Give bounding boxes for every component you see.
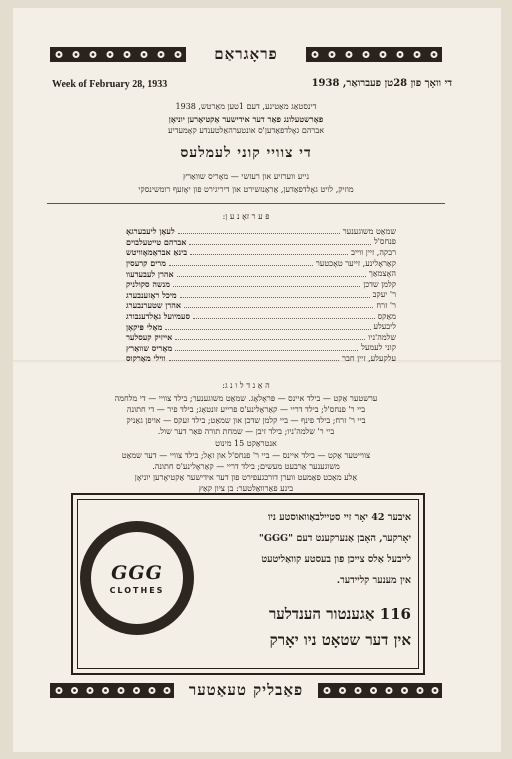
cast-actor: מיכל ראָזענבערג xyxy=(126,289,177,300)
cast-actor: אייזיק קעסלער xyxy=(126,332,173,343)
leader-dots xyxy=(189,239,371,245)
cast-row xyxy=(126,226,396,237)
cast-role: שלמה'ניו xyxy=(368,332,396,342)
week-english: Week of February 28, 1933 xyxy=(52,79,168,90)
intro-line-2: פאָרשטעלונג פאַר דער אידישער אַקטיאָרען יוניאָן xyxy=(168,114,324,124)
left-ornament-icon xyxy=(50,683,174,698)
ad-text-line: איבער 42 יאָר זיי סטיילבאַוואוסטע ניו xyxy=(267,512,411,523)
cast-role: האָצמאַך xyxy=(368,269,396,279)
cast-list xyxy=(126,226,396,364)
cast-role: ר' זרח xyxy=(376,300,396,310)
right-ornament-icon xyxy=(318,683,442,698)
cast-heading: פּ ע ר זאָ נ ע ן: xyxy=(222,212,270,221)
ggg-clothes-advertisement xyxy=(71,493,425,675)
cast-actor: אהרן שטערנבערג xyxy=(126,300,181,311)
cast-row xyxy=(126,258,396,269)
ad-headline-line: 116 אַגענטור הענדלער xyxy=(268,605,411,623)
ggg-logo xyxy=(80,521,194,635)
left-ornament-icon xyxy=(50,47,186,62)
cast-row xyxy=(126,268,396,279)
cast-role: מאַקס xyxy=(377,311,396,321)
handlung-line: ביי ר' זרח; בילד פינף — ביי קלמן שדכן און שמאַט; בילד זעקס — אויפן גאַניק xyxy=(126,416,366,425)
credit-director: נייע ווערזיע און רעזשי — מאָריס שוואַרץ xyxy=(182,172,310,181)
cast-actor: בינאַ אבראַמאָוויטש xyxy=(126,247,188,258)
cast-actor: מאָריס שוואַרץ xyxy=(126,342,173,353)
cast-row xyxy=(126,247,396,258)
handlung-line: אַלע מאַכט פאַמעט ווערן דורכגעפירט פון דער אידישער אַקטיאָרען יוניאָן xyxy=(134,473,358,482)
cast-actor: מרים קרעסין xyxy=(126,258,166,269)
intro-line-1: דינסטאַג מאַטינע, דעם 1טען מאַרטש, 1938 xyxy=(175,102,317,111)
cast-actor: לעאָן ליעבערגאָ xyxy=(126,226,175,237)
logo-clothes-text: CLOTHES xyxy=(109,585,165,595)
cast-role: שמאַט משוגענער xyxy=(342,226,396,236)
leader-dots xyxy=(180,292,370,298)
intro-line-3: אברהם גאָלדפאַדען'ס אונטערהאַלטענדע קאָמעדיע xyxy=(167,126,325,135)
leader-dots xyxy=(178,228,340,234)
cast-role: קאַראָלינע, זייער טאָכטער xyxy=(315,258,396,268)
cast-role: ר' יעקב xyxy=(372,290,396,300)
cast-role: קלמן שדכן xyxy=(363,279,396,289)
intermission-line: אנטראַקט 15 מינוט xyxy=(215,439,277,448)
cast-row xyxy=(126,300,396,311)
cast-actor: אברהם טייטעלבוים xyxy=(126,236,187,247)
cast-actor: מנשה סקולניק xyxy=(126,279,170,290)
credit-music: מוזיק, לויט גאָלדפאַדען, אַראַנזשירט און דיריגירט פון יאָזעף רומשינסקי xyxy=(138,185,354,194)
stage-manager-line: בינע פאַרוואַלטער: בן ציון קאַץ xyxy=(198,484,294,493)
cast-row xyxy=(126,321,396,332)
cast-actor: סעמיועל גאָלדענבורג xyxy=(126,311,190,322)
cast-row xyxy=(126,290,396,301)
leader-dots xyxy=(175,345,358,351)
cast-role: רבקה, זיין ווייב xyxy=(351,247,396,257)
logo-center xyxy=(91,532,183,624)
header-ornament-row xyxy=(50,47,442,62)
footer-ornament-row xyxy=(50,683,442,698)
leader-dots xyxy=(173,281,360,287)
handlung-line: צווייטער אַקט — בילד איינס — ביי ר' פנחס'ל און זאָל; בילד צוויי — דער שמאַט xyxy=(121,451,371,460)
leader-dots xyxy=(177,271,366,277)
cast-row xyxy=(126,353,396,364)
logo-ggg-text: GGG xyxy=(111,561,163,584)
cast-role: ליבעלע xyxy=(373,322,396,332)
handlung-line: משוגענער אַרבעט מעשים; בילד דריי — קאַראָלינע'ס חתונה. xyxy=(152,462,340,471)
handlung-line: ביי ר' פנחס'ל; בילד דריי — קאַראָלינע'ס פרייע זונטאָג; בילד פיר — די חתונה xyxy=(126,405,366,414)
leader-dots xyxy=(169,355,340,361)
leader-dots xyxy=(165,324,370,330)
cast-actor: ווילי מאַרקוס xyxy=(126,353,166,364)
cast-role: קוני לעמעל xyxy=(361,343,396,353)
play-title: די צוויי קוני לעמלעס xyxy=(180,145,312,161)
cast-row xyxy=(126,311,396,322)
handlung-line: ערשטער אַקט — בילד איינס — פּראָלאָג. שמאַט משוגענער; בילד צוויי — די מלחמה xyxy=(114,394,378,403)
cast-role: פנחס'ל xyxy=(373,237,396,247)
handlung-line: ביי ר' שלמה'ניו; בילד זיבן — שמחת תורה פאַר דער שול. xyxy=(157,427,335,436)
week-yiddish: די וואָך פון 28טן פעברואַר, 1938 xyxy=(311,78,452,89)
handlung-heading: ה אַ נ ד ל ו נ ג: xyxy=(222,381,270,390)
program-title: פראָגראַם xyxy=(214,45,278,63)
leader-dots xyxy=(193,313,375,319)
leader-dots xyxy=(175,334,365,340)
cast-role: עלקעלע, זיין חבר xyxy=(342,353,396,363)
ad-text-line: לייבעל אַלס צייכן פון בעסטע קוואַליטעט xyxy=(261,554,411,565)
cast-actor: אהרן לעבעדעוו xyxy=(126,268,174,279)
ad-headline-line: אין דער שטאָט ניו יאָרק xyxy=(269,631,411,649)
ad-text-line: אין מענער קליידער. xyxy=(336,575,411,586)
cast-row xyxy=(126,279,396,290)
cast-row xyxy=(126,332,396,343)
leader-dots xyxy=(169,260,313,266)
leader-dots xyxy=(184,302,373,308)
cast-row xyxy=(126,237,396,248)
theater-name: פאַבליק טעאַטער xyxy=(188,681,304,699)
right-ornament-icon xyxy=(306,47,442,62)
ad-text-line: יאָרקער, האָבן אַנערקענט דעם "GGG" xyxy=(258,533,411,544)
divider-rule xyxy=(47,203,445,204)
leader-dots xyxy=(190,249,348,255)
cast-actor: מאַלי פּיקאָן xyxy=(126,321,163,332)
cast-row xyxy=(126,343,396,354)
